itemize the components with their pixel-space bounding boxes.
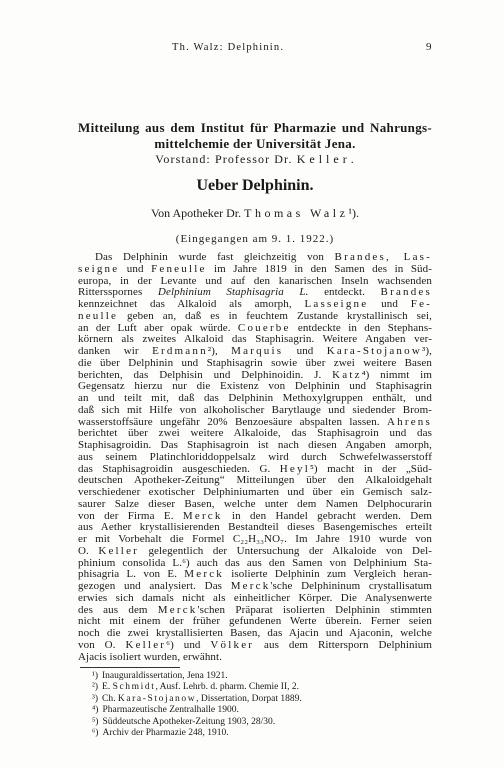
text-run: saurer Salze dieser Basen, welche unter dem Namen Delphocurarin <box>78 497 432 510</box>
spaced-text: Erdmann <box>152 345 208 357</box>
footnote-text <box>102 671 228 681</box>
institute-line: mittelchemie der Universität Jena. <box>154 136 356 151</box>
spaced-text: Thomas Walz <box>244 206 349 220</box>
spaced-text: Brandes, Las- <box>334 251 432 263</box>
text-run: und <box>283 345 327 357</box>
text-run: an und teilt mit, daß das Delphinin Methoxylgruppen enthält, und <box>78 392 432 404</box>
text-run: geben an, daß es in feuchtem Zustande krystallinisch sei, <box>118 309 432 322</box>
spaced-text: Merck <box>184 568 225 581</box>
byline <box>78 206 432 220</box>
text-run: Das Delphinin wurde fast gleichzeitig von <box>95 251 335 263</box>
spaced-text: Marquis <box>231 345 284 357</box>
spaced-text: Kara-Stojanow <box>117 693 197 704</box>
text-run: Ch. <box>102 693 118 704</box>
footnote-text <box>102 682 299 692</box>
body-text <box>78 252 432 663</box>
footnote-text <box>102 694 302 704</box>
running-head: Th. Walz: Delphinin. <box>172 42 285 53</box>
text-run: ⁴) nimmt im <box>361 368 432 381</box>
text-run: noch die zwei krystallisierten Basen, das Ajacin und Ajaconin, welche <box>78 627 432 639</box>
spaced-text: Couerbe <box>237 321 291 334</box>
text-run: isolierte Delphinin zum Vergleich heran- <box>224 568 432 581</box>
text-run: 'sche Delphininum crystallisatum <box>270 580 432 592</box>
body-line <box>78 652 432 664</box>
text-run: phinium consolida L.⁶) auch das aus den Samen von Delphinium Sta- <box>78 556 432 569</box>
text-run: ¹). <box>348 206 359 220</box>
spaced-text: Merck <box>182 509 223 522</box>
spaced-text: seigne <box>78 262 120 275</box>
text-run: berichtet über zwei weitere Alkaloide, das Staphisagroin und das <box>78 427 432 440</box>
text-run: Pharmazeutische Zentralhalle 1900. <box>102 705 239 716</box>
text-run: von O. <box>78 638 126 651</box>
spaced-text: Katz <box>332 368 362 381</box>
footnote-text <box>102 728 228 738</box>
text-run: und <box>368 298 411 310</box>
text-run: von der Firma E. <box>78 509 183 522</box>
text-run: Ajacis isoliert wurden, erwähnt. <box>78 650 223 663</box>
spaced-text: Merck <box>230 580 271 592</box>
footnote-marker: ⁵) <box>92 716 99 727</box>
text-run: ²), <box>207 345 232 357</box>
spaced-text: neulle <box>78 309 119 322</box>
text-run: Süddeutsche Apotheker-Zeitung 1903, 28/30. <box>102 716 276 727</box>
text-run: aus dem Rittersporn Delphinium <box>254 638 432 651</box>
spaced-text: Lasseigne <box>304 298 369 310</box>
text-run: aus Aether krystallisierenden Bestandteil dieses Basengemisches erteilt <box>78 521 432 534</box>
footnote <box>92 728 432 739</box>
text-run: in den Handel gebracht werden. Dem <box>222 509 432 522</box>
spaced-text: Ahrens <box>387 415 432 428</box>
text-run: , Dissertation, Dorpat 1889. <box>196 693 302 704</box>
text-run: er mit Vorbehalt die Formel C₂₂H₃₃NO₇. Im Jahre 1910 wurde von <box>78 533 432 545</box>
spaced-text: Keller <box>98 544 140 557</box>
spaced-text: Feneulle <box>151 262 207 275</box>
footnote-marker: ²) <box>92 682 99 693</box>
footnote-text <box>102 705 238 715</box>
text-run: gelegentlich der Untersuchung der Alkaloide von Del- <box>139 544 432 557</box>
text-run: phisagria L. von E. <box>78 568 185 581</box>
text-run: Von Apotheker Dr. <box>151 206 245 220</box>
footnote-marker: ³) <box>92 693 99 704</box>
text-run: erwies sich damals nicht als einheitlicher Körper. Die Analysenwerte <box>78 591 432 604</box>
footnote-marker: ⁶) <box>92 727 99 738</box>
text-run: Staphisagroidin. Das Staphisagroin ist nach diesen Angaben amorph, <box>78 439 432 451</box>
text-run: deutschen Apotheker-Zeitung“ Mitteilungen über den Alkaloidgehalt <box>78 474 432 487</box>
spaced-text: Keller <box>296 152 351 166</box>
text-run: Archiv der Pharmazie 248, 1910. <box>102 727 229 738</box>
footnote-text <box>102 717 275 727</box>
text-run: 'schen Präparat isolierten Delphinin stimmten <box>197 603 432 616</box>
footnote <box>92 717 432 728</box>
italic-text: Delphinium Staphisagria L. <box>157 286 309 299</box>
text-run: im Jahre 1819 in den Samen des in Süd- <box>206 262 432 275</box>
footnotes <box>92 671 432 739</box>
text-run: wasserstoffsäure ungefähr 20% Benzoesäure abspalten lassen. <box>78 415 388 428</box>
text-run: des aus dem <box>78 603 158 616</box>
text-run: und <box>119 262 152 275</box>
text-run: entdeckte in den Stephans- <box>290 321 432 334</box>
spaced-text: Schmidt <box>112 682 156 693</box>
text-run: kennzeichnet das Alkaloid als amorph, <box>78 298 305 310</box>
text-run: berichten, das Delphisin und Delphinoidin. J. <box>78 368 333 381</box>
footnote-marker: ⁴) <box>92 705 99 716</box>
text-run: verschiedener exotischer Delphiniumarten und über ein Gemisch salz- <box>78 486 432 498</box>
text-run: ³), <box>421 345 432 357</box>
footnote-marker: ¹) <box>92 671 99 681</box>
text-run: Inauguraldissertation, Jena 1921. <box>102 671 228 681</box>
spaced-text: Fe- <box>410 298 433 310</box>
footnote <box>92 694 432 705</box>
director-line <box>78 152 432 167</box>
text-run: körnern als zweites Alkaloid das Staphisagrin. Weitere Angaben ver- <box>78 333 432 346</box>
institute-heading <box>78 120 432 152</box>
spaced-text: Völker <box>210 638 255 651</box>
spaced-text: Brandes <box>380 286 432 299</box>
text-run: E. <box>102 682 113 693</box>
text-run: entdeckt. <box>308 286 381 299</box>
text-run: , Ausf. Lehrb. d. pharm. Chemie II, 2. <box>155 682 299 693</box>
text-run: ⁶) und <box>166 638 211 651</box>
text-run: daß sich mit Hilfe von alkoholischer Barytlauge und siedender Brom- <box>78 403 432 416</box>
text-run: ⁵) macht in der „Süd- <box>309 462 432 475</box>
text-run: das Staphisagroidin ausgeschieden. G. <box>78 462 280 475</box>
article-title: Ueber Delphinin. <box>196 177 314 194</box>
spaced-text: Heyl <box>279 462 310 475</box>
page-number: 9 <box>426 41 432 53</box>
text-run: Rittersspornes <box>78 286 158 299</box>
footnote <box>92 705 432 716</box>
text-run: gezogen und analysiert. Das <box>78 580 231 592</box>
text-run: aus seinem Platinchloriddoppelsalz wird durch Schwefelwasserstoff <box>78 450 432 463</box>
spaced-text: Keller <box>125 638 167 651</box>
text-run: europa, in der Levante und auf den kanarischen Inseln wachsenden <box>78 274 432 287</box>
institute-line: Mitteilung aus dem Institut für Pharmazie und Nahrungs- <box>78 120 432 135</box>
text-run: Gegensatz hierzu nur die Existenz von Delphinin und Staphisagrin <box>78 380 432 393</box>
text-run: an der Luft aber opak würde. <box>78 321 238 334</box>
spaced-text: Merck <box>157 603 198 616</box>
text-run: danken wir <box>78 345 153 357</box>
footnote <box>92 682 432 693</box>
text-run: nicht mit einem der früher gefundenen Werte überein. Ferner seien <box>78 615 432 628</box>
text-run: O. <box>78 544 99 557</box>
text-run: Vorstand: Professor Dr. <box>155 152 297 166</box>
text-run: die über Delphinin und Staphisagrin sowie über zwei weitere Basen <box>78 356 432 369</box>
text-run: . <box>350 152 355 166</box>
footnote <box>92 671 432 682</box>
spaced-text: Kara-Stojanow <box>326 345 422 357</box>
received-date: (Eingegangen am 9. 1. 1922.) <box>175 233 335 245</box>
footnote-rule <box>80 667 180 668</box>
